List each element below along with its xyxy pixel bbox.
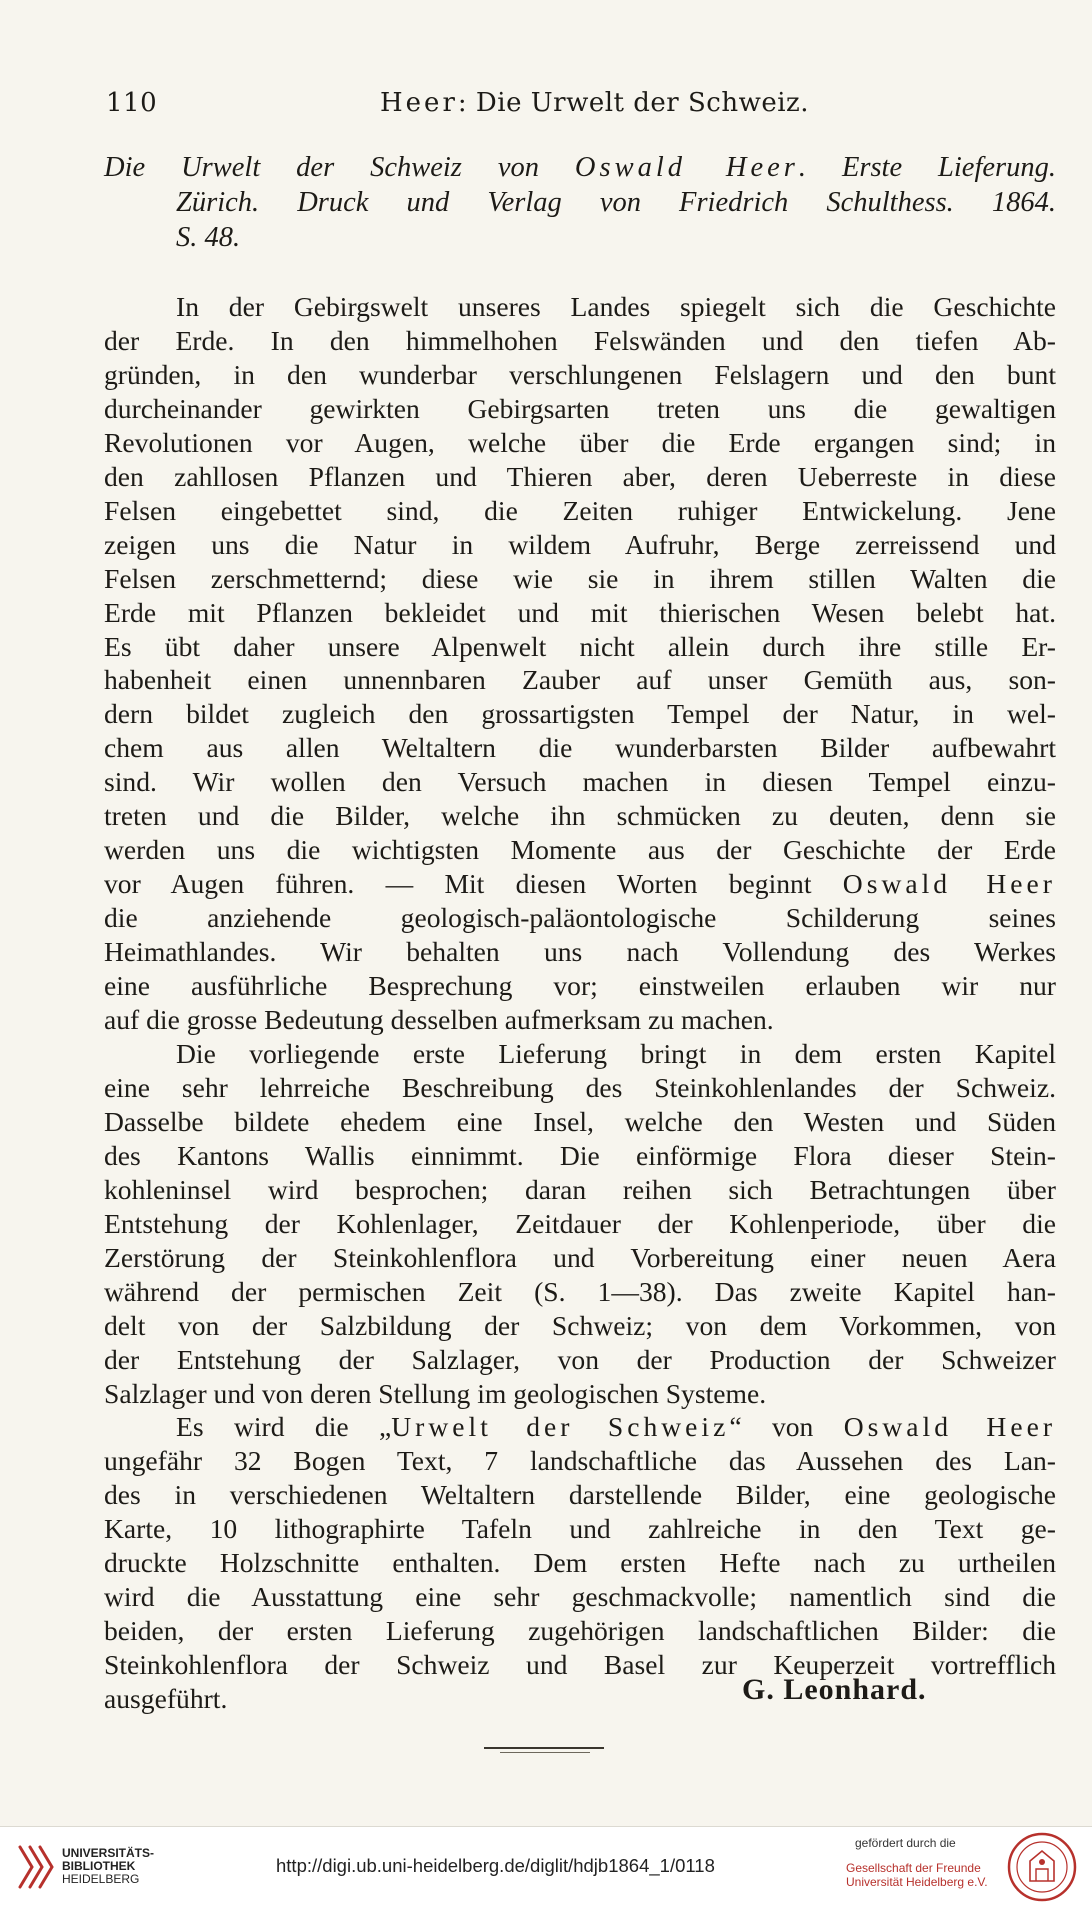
body-line: Entstehung der Kohlenlager, Zeitdauer der Kohlenperiode, über die: [104, 1207, 1056, 1239]
university-seal-icon: [1006, 1831, 1078, 1903]
body-line: eine ausführliche Besprechung vor; einstweilen erlauben wir nur: [104, 970, 1056, 1002]
body-line: Felsen zerschmetternd; diese wie sie in ihrem stillen Walten die: [104, 562, 1056, 594]
body-line: den zahllosen Pflanzen und Thieren aber, deren Ueberreste in diese: [104, 460, 1056, 492]
body-line: kohleninsel wird besprochen; daran reihen sich Betrachtungen über: [104, 1173, 1056, 1205]
running-head-author: Heer: [380, 88, 458, 118]
body-line: Heimathlandes. Wir behalten uns nach Vollendung des Werkes: [104, 936, 1056, 968]
body-line: durcheinander gewirkten Gebirgsarten treten uns die gewaltigen: [104, 392, 1056, 424]
review-body: [104, 290, 1056, 1716]
body-line: chem aus allen Weltaltern die wunderbarsten Bilder aufbewahrt: [104, 732, 1056, 764]
body-line: werden uns die wichtigsten Momente aus der Geschichte der Erde: [104, 834, 1056, 866]
university-library-logo-icon: [12, 1841, 56, 1893]
review-heading-line: Die Urwelt der Schweiz von Oswald Heer. Erste Lieferung.: [104, 152, 1056, 183]
running-head-rest: : Die Urwelt der Schweiz.: [457, 88, 809, 118]
body-line: ungefähr 32 Bogen Text, 7 landschaftliche das Aussehen des Lan-: [104, 1445, 1056, 1477]
body-line: Es wird die „Urwelt der Schweiz“ von Oswald Heer: [176, 1411, 1057, 1443]
page-number: 110: [106, 88, 158, 118]
body-line: wird die Ausstattung eine sehr geschmackvolle; namentlich sind die: [104, 1581, 1056, 1613]
sponsor-name: [846, 1861, 988, 1889]
body-line: beiden, der ersten Lieferung zugehörigen landschaftlichen Bilder: die: [104, 1615, 1056, 1647]
body-line: des Kantons Wallis einnimmt. Die einförmige Flora dieser Stein-: [104, 1139, 1056, 1171]
body-line: Dasselbe bildete ehedem eine Insel, welche den Westen und Süden: [104, 1105, 1056, 1137]
review-heading-line: S. 48.: [176, 222, 241, 253]
body-line: Karte, 10 lithographirte Tafeln und zahlreiche in den Text ge-: [104, 1513, 1056, 1545]
body-line: druckte Holzschnitte enthalten. Dem ersten Hefte nach zu urtheilen: [104, 1547, 1056, 1579]
body-line: Die vorliegende erste Lieferung bringt in dem ersten Kapitel: [176, 1037, 1056, 1069]
body-line: dern bildet zugleich den grossartigsten Tempel der Natur, in wel-: [104, 698, 1056, 730]
body-line: eine sehr lehrreiche Beschreibung des Steinkohlenlandes der Schweiz.: [104, 1071, 1056, 1103]
body-line: treten und die Bilder, welche ihn schmücken zu deuten, denn sie: [104, 800, 1056, 832]
library-name-line: HEIDELBERG: [62, 1872, 140, 1886]
body-line: Felsen eingebettet sind, die Zeiten ruhiger Entwickelung. Jene: [104, 494, 1056, 526]
library-name-line: UNIVERSITÄTS-: [62, 1846, 155, 1860]
body-line: der Erde. In den himmelhohen Felswänden und den tiefen Ab-: [104, 324, 1056, 356]
body-line: Es übt daher unsere Alpenwelt nicht allein durch ihre stille Er-: [104, 630, 1056, 662]
review-heading: [104, 150, 1056, 255]
sponsor-label: gefördert durch die: [855, 1836, 956, 1850]
running-head-title: [380, 88, 809, 118]
body-line: Salzlager und von deren Stellung im geologischen Systeme.: [104, 1377, 767, 1409]
sponsor-name-line: Universität Heidelberg e.V.: [846, 1875, 988, 1889]
library-name: [62, 1847, 154, 1886]
permalink-url[interactable]: http://digi.ub.uni-heidelberg.de/diglit/hdjb1864_1/0118: [276, 1855, 715, 1876]
review-heading-line: Zürich. Druck und Verlag von Friedrich Schulthess. 1864.: [176, 187, 1056, 218]
footer: [0, 1826, 1092, 1905]
library-name-line: BIBLIOTHEK: [62, 1859, 136, 1873]
body-line: des in verschiedenen Weltaltern darstellende Bilder, eine geologische: [104, 1479, 1056, 1511]
body-line: während der permischen Zeit (S. 1—38). Das zweite Kapitel han-: [104, 1275, 1056, 1307]
body-line: gründen, in den wunderbar verschlungenen Felslagern und den bunt: [104, 358, 1056, 390]
end-rule-thin: [500, 1752, 590, 1753]
end-rule: [484, 1747, 604, 1749]
body-line: sind. Wir wollen den Versuch machen in diesen Tempel einzu-: [104, 766, 1056, 798]
body-line: Erde mit Pflanzen bekleidet und mit thierischen Wesen belebt hat.: [104, 596, 1056, 628]
sponsor-name-line: Gesellschaft der Freunde: [846, 1861, 981, 1875]
body-line: delt von der Salzbildung der Schweiz; von dem Vorkommen, von: [104, 1309, 1056, 1341]
body-line: die anziehende geologisch-paläontologische Schilderung seines: [104, 902, 1056, 934]
body-line: In der Gebirgswelt unseres Landes spiegelt sich die Geschichte: [176, 291, 1056, 322]
body-line: Steinkohlenflora der Schweiz und Basel zur Keuperzeit vortrefflich: [104, 1649, 1056, 1681]
body-line: vor Augen führen. — Mit diesen Worten beginnt Oswald Heer: [104, 868, 1056, 900]
body-line: Zerstörung der Steinkohlenflora und Vorbereitung einer neuen Aera: [104, 1241, 1056, 1273]
body-line: ausgeführt.: [104, 1683, 228, 1715]
body-line: Revolutionen vor Augen, welche über die Erde ergangen sind; in: [104, 426, 1056, 458]
body-line: zeigen uns die Natur in wildem Aufruhr, Berge zerreissend und: [104, 528, 1056, 560]
body-line: auf die grosse Bedeutung desselben aufmerksam zu machen.: [104, 1004, 774, 1036]
signature: G. Leonhard.: [742, 1673, 927, 1706]
body-line: der Entstehung der Salzlager, von der Production der Schweizer: [104, 1343, 1056, 1375]
body-line: habenheit einen unnennbaren Zauber auf unser Gemüth aus, son-: [104, 664, 1056, 696]
